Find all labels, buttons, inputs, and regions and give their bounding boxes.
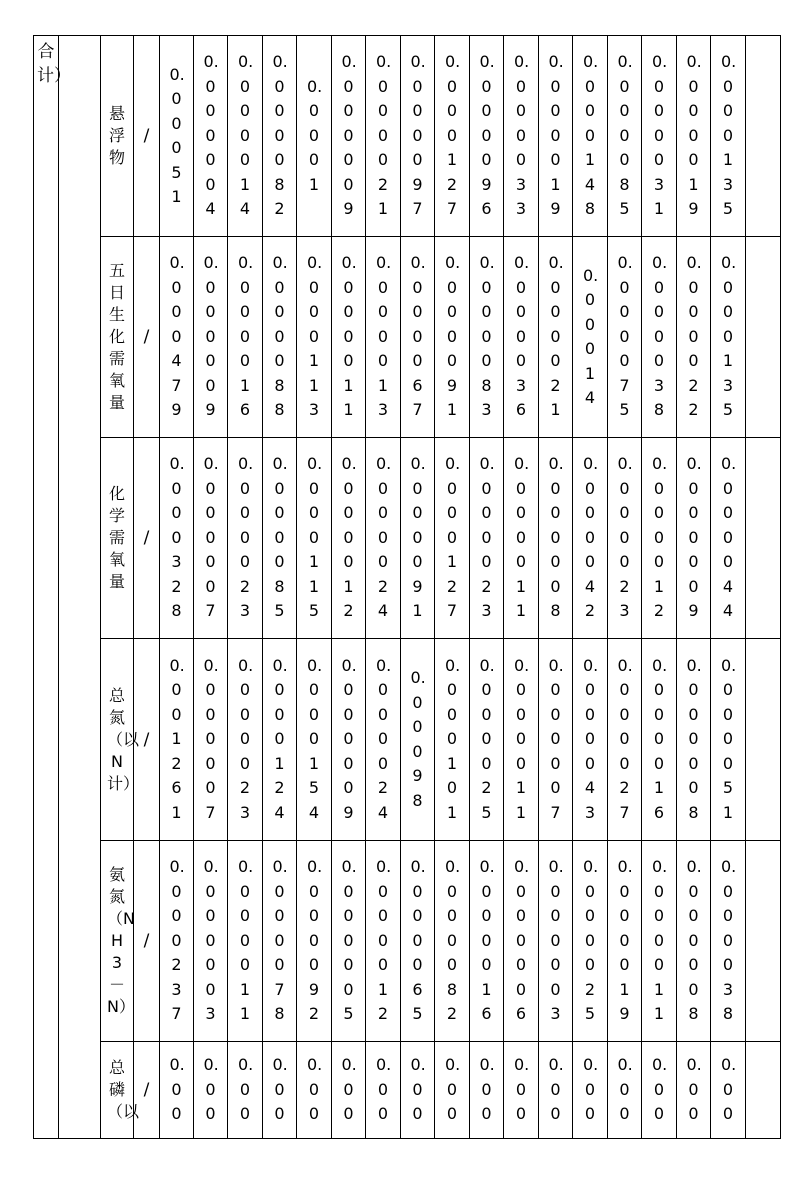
value-text: 0.000075 bbox=[617, 253, 633, 420]
value-text: 0.000007 bbox=[548, 655, 564, 822]
value-text: 0.000011 bbox=[652, 857, 668, 1024]
value-text: 0.000003 bbox=[203, 857, 219, 1024]
value-text: 0.000016 bbox=[479, 857, 495, 1024]
value-text: 0.000091 bbox=[410, 454, 426, 621]
blank-end-cell bbox=[746, 1042, 781, 1139]
value-cell bbox=[160, 841, 194, 1042]
value-cell bbox=[263, 639, 297, 841]
unit-cell bbox=[134, 36, 160, 237]
value-cell bbox=[194, 1042, 228, 1139]
value-cell bbox=[366, 639, 401, 841]
value-cell bbox=[470, 841, 504, 1042]
value-text: 0.000033 bbox=[514, 52, 530, 219]
value-text: 0.000051 bbox=[721, 655, 737, 822]
value-text: 0.000011 bbox=[341, 253, 357, 420]
value-text: 0.000004 bbox=[203, 52, 219, 219]
value-text: 0.001261 bbox=[169, 655, 185, 822]
value-cell bbox=[194, 639, 228, 841]
value-cell bbox=[160, 1042, 194, 1139]
value-cell bbox=[263, 438, 297, 639]
value-text: 0.00051 bbox=[169, 64, 185, 206]
value-text: 0.000088 bbox=[272, 253, 288, 420]
value-cell bbox=[366, 438, 401, 639]
value-text: 0.00 bbox=[583, 1055, 599, 1124]
value-cell bbox=[435, 841, 470, 1042]
value-text: 0.00 bbox=[548, 1055, 564, 1124]
value-cell bbox=[711, 639, 746, 841]
unit-cell bbox=[134, 841, 160, 1042]
value-text: 0.000096 bbox=[479, 52, 495, 219]
value-text: 0.00 bbox=[445, 1055, 461, 1124]
value-text: 0.000135 bbox=[721, 253, 737, 420]
value-text: 0.000078 bbox=[272, 857, 288, 1024]
value-text: 0.000083 bbox=[479, 253, 495, 420]
value-cell bbox=[642, 1042, 677, 1139]
value-text: 0.000031 bbox=[652, 52, 668, 219]
value-text: 0.000007 bbox=[203, 655, 219, 822]
table-body bbox=[34, 36, 781, 1139]
value-cell bbox=[366, 36, 401, 237]
value-cell bbox=[470, 438, 504, 639]
value-text: 0.00 bbox=[272, 1055, 288, 1124]
pollutant-name-cell bbox=[101, 36, 134, 237]
table-row bbox=[34, 36, 781, 237]
value-text: 0.000148 bbox=[583, 52, 599, 219]
value-text: 0.000237 bbox=[169, 857, 185, 1024]
unit-cell bbox=[134, 237, 160, 438]
value-cell bbox=[711, 841, 746, 1042]
value-cell bbox=[263, 237, 297, 438]
value-cell bbox=[608, 841, 642, 1042]
value-cell bbox=[539, 438, 573, 639]
value-text: 0.000101 bbox=[445, 655, 461, 822]
value-text: 0.00 bbox=[169, 1055, 185, 1124]
value-cell bbox=[504, 237, 539, 438]
value-text: 0.000115 bbox=[307, 454, 323, 621]
value-text: 0.000091 bbox=[445, 253, 461, 420]
value-text: 0.00 bbox=[307, 1055, 323, 1124]
pollutant-name-cell bbox=[101, 237, 134, 438]
value-cell bbox=[297, 36, 332, 237]
value-text: 0.000023 bbox=[479, 454, 495, 621]
value-text: 0.000038 bbox=[721, 857, 737, 1024]
value-text: 0.00 bbox=[341, 1055, 357, 1124]
value-text: 0.000024 bbox=[376, 454, 392, 621]
value-text: 0.000025 bbox=[479, 655, 495, 822]
value-text: 0.000097 bbox=[410, 52, 426, 219]
value-text: 0.000023 bbox=[238, 655, 254, 822]
value-text: 0.000025 bbox=[583, 857, 599, 1024]
value-text: 0.000021 bbox=[548, 253, 564, 420]
value-text: 0.000019 bbox=[548, 52, 564, 219]
value-cell bbox=[297, 237, 332, 438]
value-text: 0.000014 bbox=[238, 52, 254, 219]
pollutant-name-cell bbox=[101, 1042, 140, 1139]
value-text: 0.000124 bbox=[272, 655, 288, 822]
value-text: 0.000016 bbox=[238, 253, 254, 420]
value-cell bbox=[297, 639, 332, 841]
value-cell bbox=[401, 1042, 435, 1139]
unit-label: / bbox=[143, 1080, 150, 1100]
value-cell bbox=[677, 841, 711, 1042]
value-text: 0.000127 bbox=[445, 52, 461, 219]
value-cell bbox=[366, 841, 401, 1042]
value-cell bbox=[573, 1042, 608, 1139]
value-cell bbox=[401, 237, 435, 438]
value-cell bbox=[297, 841, 332, 1042]
value-text: 0.000006 bbox=[514, 857, 530, 1024]
unit-cell bbox=[134, 1042, 160, 1139]
value-text: 0.000127 bbox=[445, 454, 461, 621]
value-cell bbox=[160, 639, 194, 841]
value-cell bbox=[677, 237, 711, 438]
value-text: 0.000479 bbox=[169, 253, 185, 420]
value-text: 0.000023 bbox=[238, 454, 254, 621]
table-row bbox=[34, 841, 781, 1042]
value-cell bbox=[435, 237, 470, 438]
value-cell bbox=[711, 438, 746, 639]
value-cell bbox=[332, 438, 366, 639]
value-text: 0.000067 bbox=[410, 253, 426, 420]
value-cell bbox=[470, 1042, 504, 1139]
value-cell bbox=[504, 841, 539, 1042]
value-text: 0.000113 bbox=[307, 253, 323, 420]
value-cell bbox=[228, 237, 263, 438]
value-cell bbox=[401, 639, 435, 841]
value-text: 0.00 bbox=[617, 1055, 633, 1124]
value-text: 0.000013 bbox=[376, 253, 392, 420]
value-text: 0.00 bbox=[686, 1055, 702, 1124]
value-cell bbox=[539, 639, 573, 841]
value-cell bbox=[366, 1042, 401, 1139]
value-cell bbox=[608, 36, 642, 237]
value-text: 0.000042 bbox=[583, 454, 599, 621]
value-cell bbox=[573, 438, 608, 639]
value-cell bbox=[470, 237, 504, 438]
pollutant-name: 悬浮物 bbox=[108, 104, 125, 167]
value-text: 0.000154 bbox=[307, 655, 323, 822]
value-cell bbox=[539, 36, 573, 237]
value-text: 0.00014 bbox=[583, 265, 599, 407]
value-cell bbox=[194, 36, 228, 237]
unit-label: / bbox=[143, 729, 150, 750]
value-cell bbox=[539, 237, 573, 438]
value-cell bbox=[228, 639, 263, 841]
value-cell bbox=[332, 1042, 366, 1139]
value-text: 0.000082 bbox=[445, 857, 461, 1024]
table-row bbox=[34, 1042, 781, 1139]
value-text: 0.000012 bbox=[376, 857, 392, 1024]
value-cell bbox=[504, 1042, 539, 1139]
value-text: 0.000016 bbox=[652, 655, 668, 822]
value-cell bbox=[263, 36, 297, 237]
value-cell bbox=[677, 438, 711, 639]
value-cell bbox=[573, 639, 608, 841]
emission-table bbox=[33, 35, 781, 1139]
value-cell bbox=[470, 639, 504, 841]
value-text: 0.000135 bbox=[721, 52, 737, 219]
value-text: 0.000038 bbox=[652, 253, 668, 420]
value-text: 0.000012 bbox=[652, 454, 668, 621]
unit-cell bbox=[134, 438, 160, 639]
value-cell bbox=[160, 237, 194, 438]
value-cell bbox=[297, 1042, 332, 1139]
value-text: 0.000005 bbox=[341, 857, 357, 1024]
value-cell bbox=[677, 1042, 711, 1139]
value-cell bbox=[504, 438, 539, 639]
value-cell bbox=[711, 36, 746, 237]
value-cell bbox=[401, 438, 435, 639]
value-cell bbox=[401, 841, 435, 1042]
value-cell bbox=[608, 1042, 642, 1139]
value-cell bbox=[608, 639, 642, 841]
value-text: 0.000003 bbox=[548, 857, 564, 1024]
value-cell bbox=[573, 237, 608, 438]
value-cell bbox=[435, 639, 470, 841]
value-cell bbox=[677, 36, 711, 237]
value-cell bbox=[160, 36, 194, 237]
value-text: 0.000012 bbox=[341, 454, 357, 621]
unit-label: / bbox=[143, 931, 150, 951]
value-text: 0.00 bbox=[410, 1055, 426, 1124]
value-text: 0.000009 bbox=[341, 655, 357, 822]
value-text: 0.0001 bbox=[307, 76, 323, 194]
value-cell bbox=[504, 639, 539, 841]
value-text: 0.00098 bbox=[410, 668, 426, 810]
pollutant-name-cell bbox=[101, 438, 134, 639]
value-text: 0.00 bbox=[721, 1055, 737, 1124]
pollutant-name: 氨氮（NH3－N） bbox=[107, 865, 135, 1016]
blank-end-cell bbox=[746, 438, 781, 639]
value-text: 0.00 bbox=[514, 1055, 530, 1124]
value-cell bbox=[228, 1042, 263, 1139]
value-text: 0.000009 bbox=[203, 253, 219, 420]
value-cell bbox=[194, 438, 228, 639]
value-text: 0.000009 bbox=[686, 454, 702, 621]
pollutant-name-cell bbox=[101, 639, 140, 841]
value-text: 0.000008 bbox=[548, 454, 564, 621]
pollutant-name: 化学需氧量 bbox=[108, 484, 125, 591]
value-text: 0.000021 bbox=[376, 52, 392, 219]
value-cell bbox=[539, 841, 573, 1042]
value-text: 0.000009 bbox=[341, 52, 357, 219]
value-cell bbox=[677, 639, 711, 841]
value-text: 0.000082 bbox=[272, 52, 288, 219]
value-text: 0.000085 bbox=[617, 52, 633, 219]
table-row bbox=[34, 438, 781, 639]
value-cell bbox=[366, 237, 401, 438]
value-cell bbox=[332, 237, 366, 438]
value-text: 0.000019 bbox=[686, 52, 702, 219]
value-text: 0.000085 bbox=[272, 454, 288, 621]
value-cell bbox=[332, 841, 366, 1042]
value-cell bbox=[297, 438, 332, 639]
value-cell bbox=[711, 1042, 746, 1139]
unit-label: / bbox=[143, 327, 150, 347]
blank-end-cell bbox=[746, 36, 781, 237]
value-cell bbox=[263, 1042, 297, 1139]
value-text: 0.000044 bbox=[721, 454, 737, 621]
value-cell bbox=[401, 36, 435, 237]
value-text: 0.000008 bbox=[686, 857, 702, 1024]
value-cell bbox=[711, 237, 746, 438]
blank-cell bbox=[59, 36, 101, 1139]
unit-label: / bbox=[143, 126, 150, 146]
value-cell bbox=[504, 36, 539, 237]
value-cell bbox=[539, 1042, 573, 1139]
value-cell bbox=[642, 438, 677, 639]
value-text: 0.000024 bbox=[376, 655, 392, 822]
value-text: 0.000008 bbox=[686, 655, 702, 822]
category-cell bbox=[34, 36, 71, 1139]
value-cell bbox=[642, 639, 677, 841]
value-text: 0.000043 bbox=[583, 655, 599, 822]
value-cell bbox=[573, 841, 608, 1042]
pollutant-name: 总磷（以 bbox=[107, 1058, 140, 1121]
value-text: 0.000023 bbox=[617, 454, 633, 621]
table-row bbox=[34, 237, 781, 438]
value-text: 0.000007 bbox=[203, 454, 219, 621]
blank-end-cell bbox=[746, 841, 781, 1042]
value-cell bbox=[160, 438, 194, 639]
value-text: 0.000036 bbox=[514, 253, 530, 420]
value-text: 0.000092 bbox=[307, 857, 323, 1024]
value-text: 0.000065 bbox=[410, 857, 426, 1024]
blank-end-cell bbox=[746, 237, 781, 438]
value-text: 0.000328 bbox=[169, 454, 185, 621]
value-text: 0.00 bbox=[479, 1055, 495, 1124]
value-cell bbox=[332, 639, 366, 841]
value-text: 0.000027 bbox=[617, 655, 633, 822]
value-cell bbox=[228, 438, 263, 639]
value-cell bbox=[435, 1042, 470, 1139]
value-cell bbox=[228, 841, 263, 1042]
blank-end-cell bbox=[746, 639, 781, 841]
value-text: 0.00 bbox=[376, 1055, 392, 1124]
value-cell bbox=[194, 237, 228, 438]
value-cell bbox=[573, 36, 608, 237]
value-cell bbox=[263, 841, 297, 1042]
value-cell bbox=[435, 36, 470, 237]
value-text: 0.00 bbox=[203, 1055, 219, 1124]
value-cell bbox=[435, 438, 470, 639]
value-cell bbox=[194, 841, 228, 1042]
value-cell bbox=[642, 36, 677, 237]
value-text: 0.00 bbox=[238, 1055, 254, 1124]
category-label: 合计） bbox=[37, 42, 71, 86]
value-text: 0.000011 bbox=[514, 655, 530, 822]
value-cell bbox=[608, 237, 642, 438]
pollutant-name-cell bbox=[101, 841, 134, 1042]
value-text: 0.000011 bbox=[514, 454, 530, 621]
value-text: 0.000011 bbox=[238, 857, 254, 1024]
unit-label: / bbox=[143, 528, 150, 548]
value-text: 0.00 bbox=[652, 1055, 668, 1124]
pollutant-name: 总氮（以N计） bbox=[107, 685, 140, 793]
pollutant-name: 五日生化需氧量 bbox=[108, 261, 125, 412]
value-text: 0.000022 bbox=[686, 253, 702, 420]
value-cell bbox=[332, 36, 366, 237]
value-cell bbox=[642, 237, 677, 438]
value-cell bbox=[608, 438, 642, 639]
value-cell bbox=[228, 36, 263, 237]
table-row bbox=[34, 639, 781, 841]
value-cell bbox=[642, 841, 677, 1042]
value-cell bbox=[470, 36, 504, 237]
value-text: 0.000019 bbox=[617, 857, 633, 1024]
